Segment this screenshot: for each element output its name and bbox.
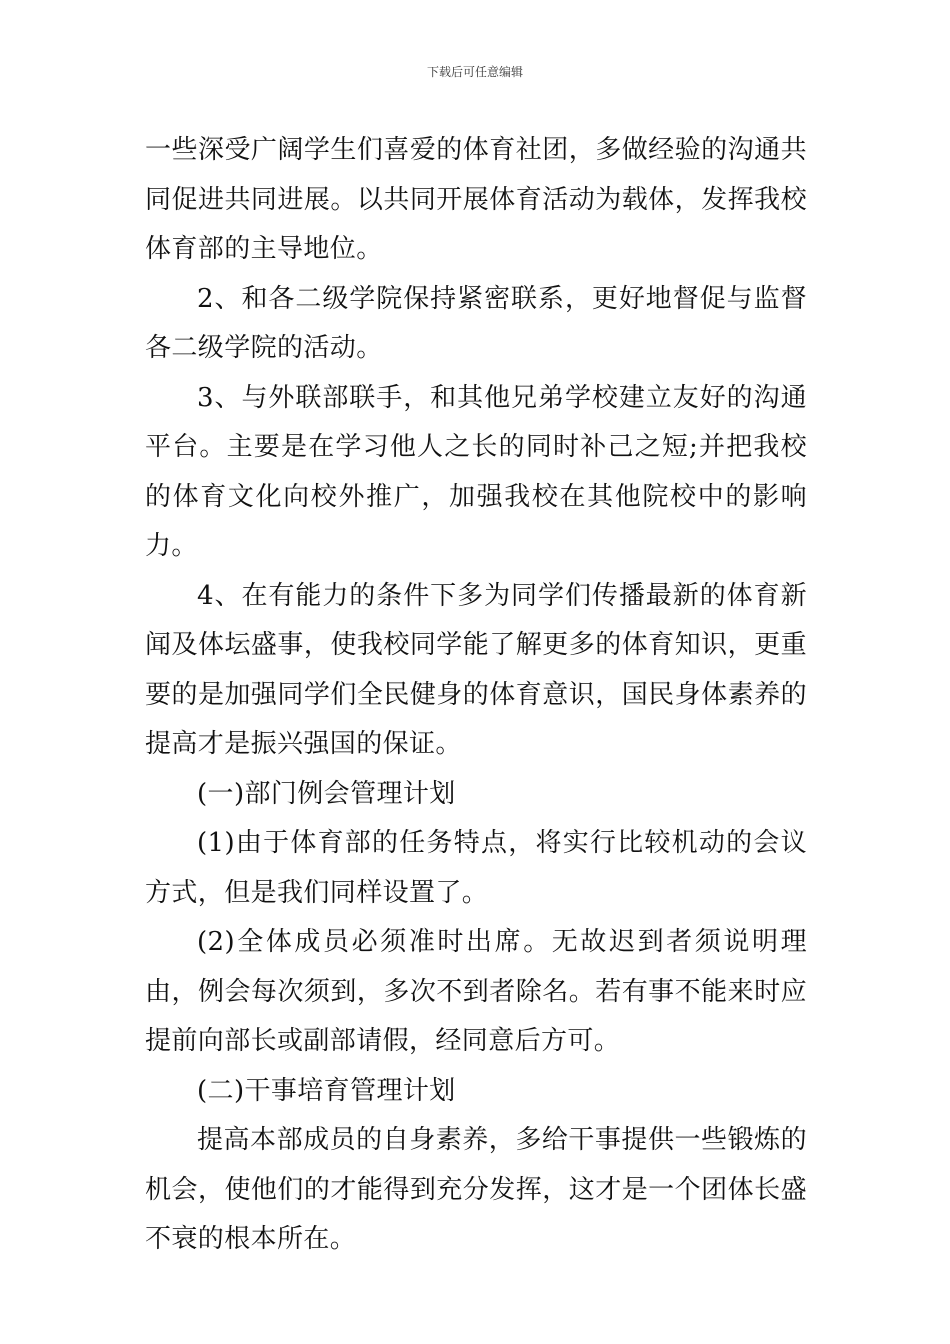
paragraph-item-3: 3、与外联部联手，和其他兄弟学校建立友好的沟通平台。主要是在学习他人之长的同时补己之短;并把我校的体育文化向校外推广，加强我校在其他院校中的影响力。	[145, 382, 807, 561]
page-header-note: 下载后可任意编辑	[426, 65, 523, 79]
paragraph-continuation: 一些深受广阔学生们喜爱的体育社团，多做经验的沟通共同促进共同进展。以共同开展体育活动为载体，发挥我校体育部的主导地位。	[145, 135, 807, 264]
section-heading-staff-training: (二)干事培育管理计划	[197, 1075, 456, 1106]
paragraph-item-2: 2、和各二级学院保持紧密联系，更好地督促与监督各二级学院的活动。	[145, 283, 807, 363]
paragraph-staff-training: 提高本部成员的自身素养，多给干事提供一些锻炼的机会，使他们的才能得到充分发挥，这才是一个团体长盛不衰的根本所在。	[145, 1125, 807, 1254]
paragraph-meeting-rule-1: (1)由于体育部的任务特点，将实行比较机动的会议方式，但是我们同样设置了。	[145, 828, 807, 908]
paragraph-item-4: 4、在有能力的条件下多为同学们传播最新的体育新闻及体坛盛事，使我校同学能了解更多的体育知识，更重要的是加强同学们全民健身的体育意识，国民身体素养的提高才是振兴强国的保证。	[145, 580, 807, 759]
paragraph-meeting-rule-2: (2)全体成员必须准时出席。无故迟到者须说明理由，例会每次须到，多次不到者除名。若有事不能来时应提前向部长或副部请假，经同意后方可。	[145, 927, 807, 1056]
document-body	[145, 126, 807, 1265]
section-heading-meeting-plan: (一)部门例会管理计划	[197, 778, 456, 809]
